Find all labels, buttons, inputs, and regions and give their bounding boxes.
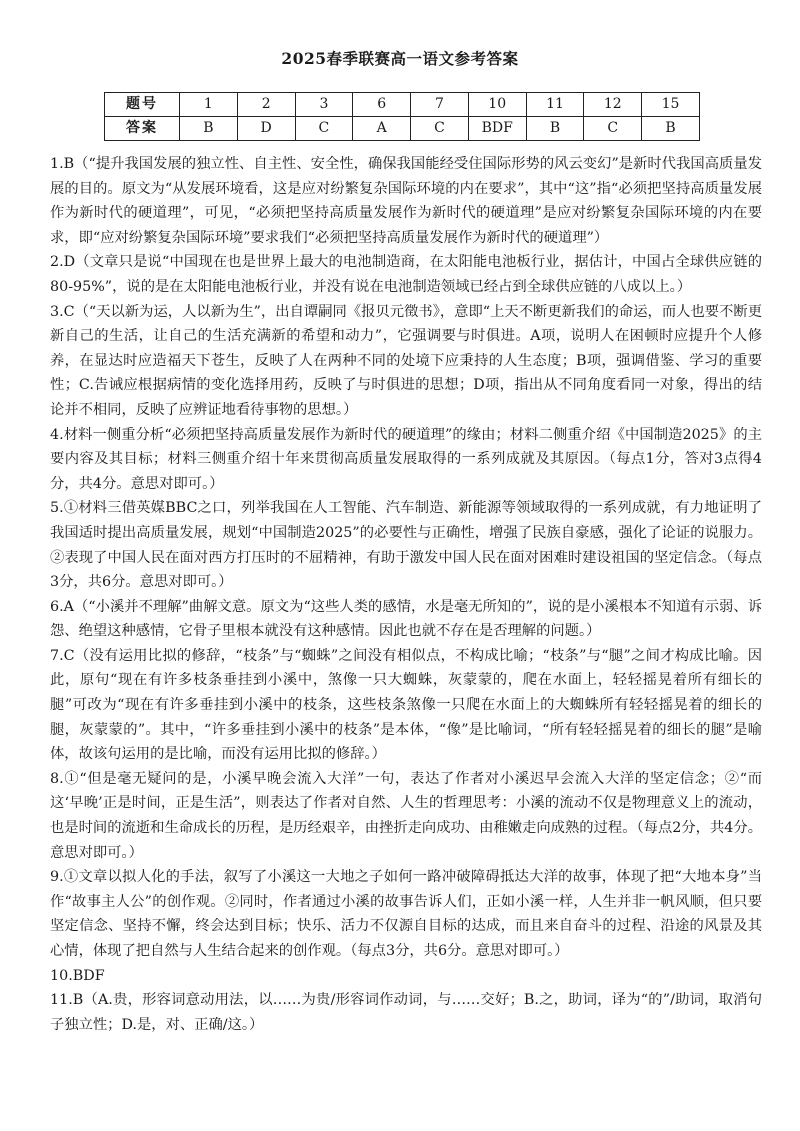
answer-cell: B [526, 117, 584, 141]
question-number: 1 [180, 93, 238, 117]
answer-row [105, 117, 700, 141]
explanation-5: 5.①材料三借英媒BBC之口，列举我国在人工智能、汽车制造、新能源等领域取得的一系列成就，有力地证明了我国适时提出高质量发展，规划“中国制造2025”的必要性与正确性，增强了民族自豪感，强化了论证的说服力。②表现了中国人民在面对西方打压时的不屈精神，有助于激发中国人民在面对困难时建设祖国的坚定信念。（每点3分，共6分。意思对即可。） [50, 500, 762, 591]
explanation-11: 11.B（A.贵，形容词意动用法，以……为贵/形容词作动词，与……交好；B.之，助词，译为“的”/助词，取消句子独立性；D.是，对、正确/这。） [50, 992, 762, 1033]
question-number: 15 [642, 93, 700, 117]
row-label-number: 题号 [105, 93, 180, 117]
answer-cell: A [353, 117, 411, 141]
answer-cell: C [411, 117, 469, 141]
question-number: 6 [353, 93, 411, 117]
question-number: 10 [468, 93, 526, 117]
answer-cell: BDF [468, 117, 526, 141]
answer-cell: D [237, 117, 295, 141]
explanation-9: 9.①文章以拟人化的手法，叙写了小溪这一大地之子如何一路冲破障碍抵达大洋的故事，体现了把“大地本身”当作“故事主人公”的创作观。②同时，作者通过小溪的故事告诉人们，正如小溪一样，人生并非一帆风顺，但只要坚定信念、坚持不懈，终会达到目标；快乐、活力不仅源自目标的达成，而且来自奋斗的过程、沿途的风景及其心情，体现了把自然与人生结合起来的创作观。（每点3分，共6分。意思对即可。） [50, 869, 762, 959]
explanation-8: 8.①“但是毫无疑问的是，小溪早晚会流入大洋”一句，表达了作者对小溪迟早会流入大洋的坚定信念；②“而这‘早晚’正是时间，正是生活”，则表达了作者对自然、人生的哲理思考：小溪的流动不仅是物理意义上的流动，也是时间的流逝和生命成长的历程，是历经艰辛，由挫折走向成功、由稚嫩走向成熟的过程。（每点2分，共4分。意思对即可。） [50, 770, 762, 861]
question-number: 2 [237, 93, 295, 117]
question-number: 12 [584, 93, 642, 117]
question-number: 11 [526, 93, 584, 117]
row-label-answer: 答案 [105, 117, 180, 141]
question-number: 3 [295, 93, 353, 117]
question-number: 7 [411, 93, 469, 117]
explanation-10: 10.BDF [50, 967, 105, 984]
answer-cell: C [584, 117, 642, 141]
explanation-1: 1.B（“提升我国发展的独立性、自主性、安全性，确保我国能经受住国际形势的风云变幻”是新时代我国高质量发展的目的。原文为“从发展环境看，这是应对纷繁复杂国际环境的内在要求”，其中“这”指“必须把坚持高质量发展作为新时代的硬道理”，可见，“必须把坚持高质量发展作为新时代的硬道理”是应对纷繁复杂国际环境的内在要求，即“应对纷繁复杂国际环境”要求我们“必须把坚持高质量发展作为新时代的硬道理”） [50, 156, 762, 246]
answer-table [104, 92, 700, 141]
explanation-4: 4.材料一侧重分析“必须把坚持高质量发展作为新时代的硬道理”的缘由；材料二侧重介绍《中国制造2025》的主要内容及其目标；材料三侧重介绍十年来贯彻高质量发展取得的一系列成就及其原因。（每点1分，答对3点得4分，共4分。意思对即可。） [50, 426, 762, 492]
page-title: 2025春季联赛高一语文参考答案 [281, 49, 519, 68]
answer-cell: C [295, 117, 353, 141]
explanation-2: 2.D（文章只是说“中国现在也是世界上最大的电池制造商，在太阳能电池板行业，据估计，中国占全球供应链的80-95%”，说的是在太阳能电池板行业，并没有说在电池制造领域已经占到全球供应链的八成以上。） [50, 254, 762, 295]
explanation-6: 6.A（“小溪并不理解”曲解文意。原文为“这些人类的感情，水是毫无所知的”，说的是小溪根本不知道有示弱、诉怨、绝望这种感情，它骨子里根本就没有这种感情。因此也就不存在是否理解的问题。） [50, 598, 762, 640]
explanation-3: 3.C（“天以新为运，人以新为生”，出自谭嗣同《报贝元徵书》，意即“上天不断更新我们的命运，而人也要不断更新自己的生活，让自己的生活充满新的希望和动力”，它强调要与时俱进。A项，说明人在困顿时应提升个人修养，在显达时应造福天下苍生，反映了人在两种不同的处境下应秉持的人生态度；B项，强调借鉴、学习的重要性；C.告诫应根据病情的变化选择用药，反映了与时俱进的思想；D项，指出从不同角度看同一对象，得出的结论并不相同，反映了应辨证地看待事物的思想。） [50, 303, 762, 418]
question-number-row [105, 93, 700, 117]
answer-cell: B [180, 117, 238, 141]
explanation-list [50, 152, 762, 1037]
answer-cell: B [642, 117, 700, 141]
explanation-7: 7.C（没有运用比拟的修辞，“枝条”与“蜘蛛”之间没有相似点，不构成比喻；“枝条”与“腿”之间才构成比喻。因此，原句“现在有许多枝条垂挂到小溪中，煞像一只大蜘蛛，灰蒙蒙的，爬在水面上，轻轻摇晃着所有细长的腿”可改为“现在有许多垂挂到小溪中的枝条，这些枝条煞像一只爬在水面上的大蜘蛛所有轻轻摇晃着的细长的腿，灰蒙蒙的”。其中，“许多垂挂到小溪中的枝条”是本体，“像”是比喻词，“所有轻轻摇晃着的细长的腿”是喻体，故该句运用的是比喻，而没有运用比拟的修辞。） [50, 647, 762, 763]
